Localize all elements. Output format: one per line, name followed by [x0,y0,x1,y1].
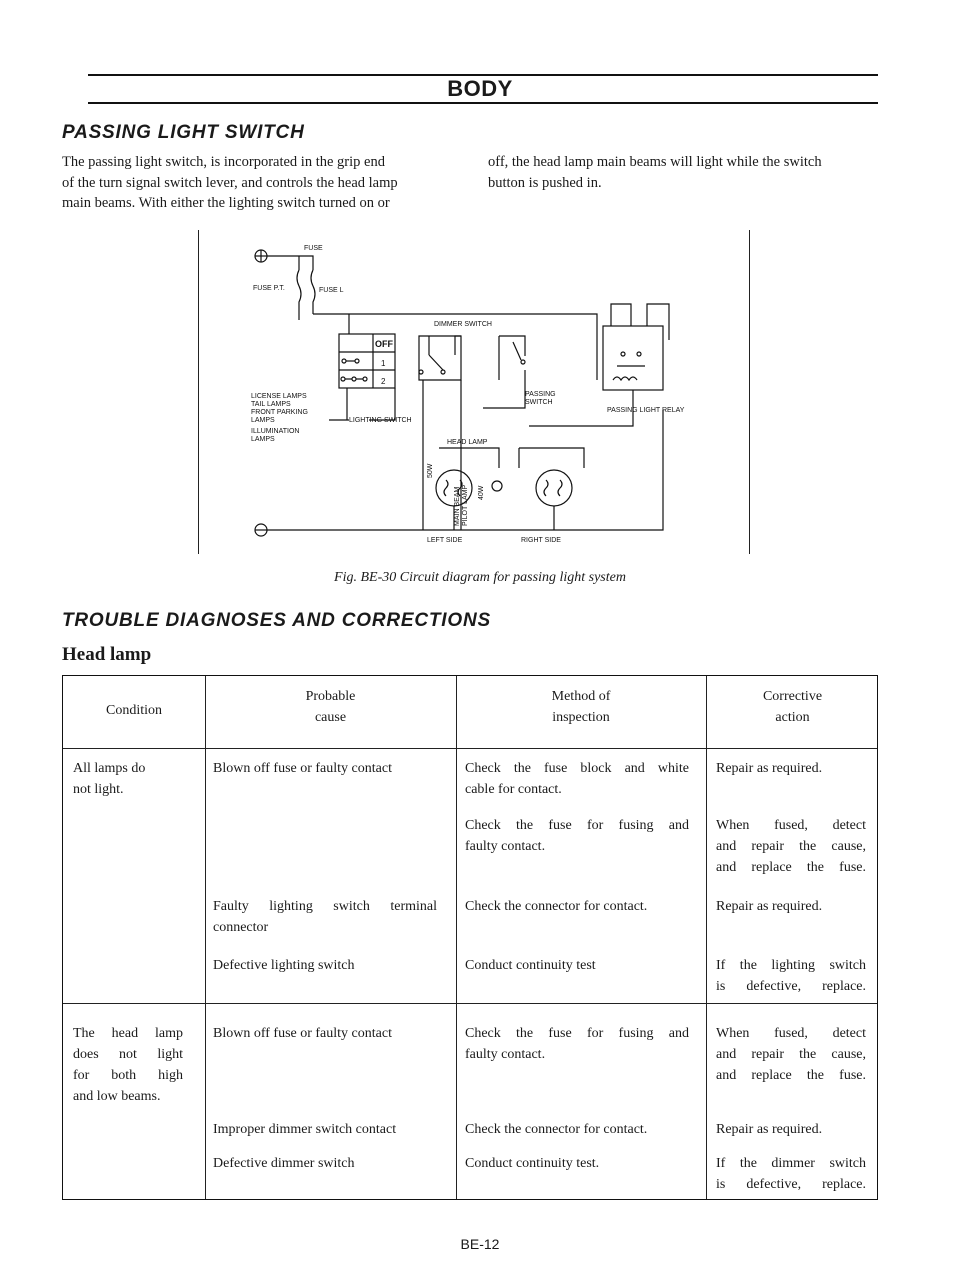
section-paragraph-left: The passing light switch, is incorporated in the grip end of the turn signal switch lever, and controls the head lamp main beams. With either the lighting switch turned on or [62,154,398,211]
passing-light-relay-block [603,326,663,390]
action-r1: Repair as required. [716,761,823,776]
svg-text:FUSE L: FUSE L [319,287,344,294]
action-r4: If the lighting switch is defective, replace. [716,958,866,994]
svg-text:LAMPS: LAMPS [251,436,275,443]
method-r2: Check the fuse for fusing and faulty contact. [465,818,689,854]
cause-r7: Defective dimmer switch [213,1156,355,1171]
head-lamp-trouble-table [62,675,878,1200]
pilot-lamp-icon [492,481,502,491]
condition-all-lamps: All lamps do not light. [73,761,146,797]
circuit-diagram [199,230,749,554]
svg-text:50W: 50W [427,463,434,478]
header-method: Method of inspection [551,689,611,725]
method-r1: Check the fuse block and white cable for contact. [465,761,689,797]
action-r2: When fused, detect and repair the cause, and replace the fuse. [716,818,866,875]
passing-light-relay-label: PASSING LIGHT RELAY [607,407,685,414]
header-probable-cause: Probable cause [305,689,356,725]
cause-r3: Faulty lighting switch terminal connector [213,899,437,935]
method-r7: Conduct continuity test. [465,1156,600,1171]
action-r6: Repair as required. [716,1122,823,1137]
dimmer-switch-label: DIMMER SWITCH [434,321,492,328]
cause-r6: Improper dimmer switch contact [213,1122,397,1137]
method-r5: Check the fuse for fusing and faulty contact. [465,1026,689,1062]
section-title: PASSING LIGHT SWITCH [62,122,305,143]
svg-text:FUSE P.T.: FUSE P.T. [253,285,285,292]
page-header-title: BODY [447,76,513,101]
section-paragraph-right: off, the head lamp main beams will light while the switch button is pushed in. [488,154,822,191]
svg-text:1: 1 [381,359,386,368]
svg-text:TAIL LAMPS: TAIL LAMPS [251,401,291,408]
circuit-diagram-figure [198,230,750,554]
fuse-pt-icon [297,270,301,320]
svg-text:LICENSE LAMPS: LICENSE LAMPS [251,393,307,400]
svg-text:PASSING: PASSING [525,391,556,398]
cause-r4: Defective lighting switch [213,958,355,973]
svg-text:RIGHT SIDE: RIGHT SIDE [521,537,561,544]
svg-text:HEAD LAMP: HEAD LAMP [447,439,488,446]
method-r6: Check the connector for contact. [465,1122,648,1137]
svg-text:OFF: OFF [375,339,393,349]
method-r3: Check the connector for contact. [465,899,648,914]
svg-text:MAIN BEAM: MAIN BEAM [454,486,461,526]
svg-text:FRONT PARKING: FRONT PARKING [251,409,308,416]
svg-text:40W: 40W [478,485,485,500]
svg-text:2: 2 [381,377,386,386]
lighting-switch-label: LIGHTING SWITCH [349,417,412,424]
header-action: Corrective action [762,689,823,725]
figure-caption: Fig. BE-30 Circuit diagram for passing light system [334,570,626,585]
right-head-lamp-icon [536,470,572,506]
action-r7: If the dimmer switch is defective, replace. [716,1156,866,1192]
condition-head-lamp: The head lamp does not light for both high and low beams. [73,1026,183,1104]
cause-r1: Blown off fuse or faulty contact [213,761,392,776]
method-r4: Conduct continuity test [465,958,596,973]
svg-text:LEFT SIDE: LEFT SIDE [427,537,463,544]
fuse-label: FUSE [304,245,323,252]
svg-text:LAMPS: LAMPS [251,417,275,424]
cause-r5: Blown off fuse or faulty contact [213,1026,392,1041]
header-condition: Condition [105,703,162,718]
header-bottom-rule [88,102,878,104]
svg-text:ILLUMINATION: ILLUMINATION [251,428,300,435]
page-number: BE-12 [460,1236,500,1252]
trouble-subtitle: Head lamp [62,644,152,665]
svg-text:PILOT LAMP: PILOT LAMP [462,484,469,526]
action-r5: When fused, detect and repair the cause, and replace the fuse. [716,1026,866,1083]
svg-text:SWITCH: SWITCH [525,399,553,406]
fuse-l-icon [311,270,315,314]
trouble-section-title: TROUBLE DIAGNOSES AND CORRECTIONS [62,610,491,631]
action-r3: Repair as required. [716,899,823,914]
